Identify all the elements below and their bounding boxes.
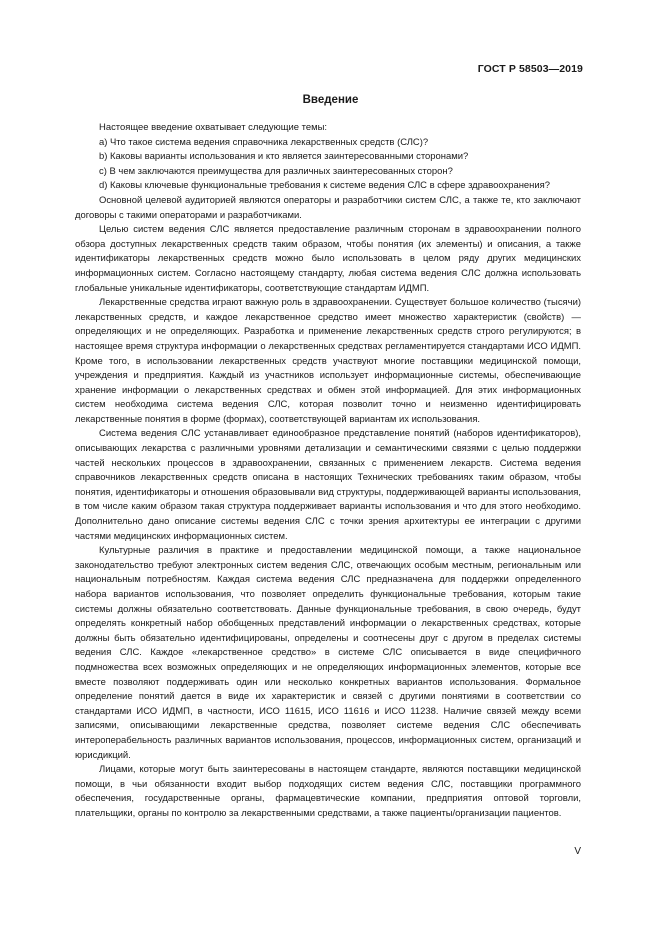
standard-code: ГОСТ Р 58503—2019: [477, 63, 583, 75]
topic-item-c: c) В чем заключаются преимущества для различных заинтересованных сторон?: [99, 165, 453, 177]
topic-item-a: a) Что такое система ведения справочника лекарственных средств (СЛС)?: [99, 136, 429, 148]
body-paragraph: Лицами, которые могут быть заинтересованы в настоящем стандарте, являются поставщики медицинской помощи, в чьи обязанности входит выбор подходящих систем ведения СЛС, поставщики программного обеспечения, государственные органы, фармацевтические компании, предприятия оптовой торговли, плательщики, органы по контролю за лекарственными средствами, а также пациенты/организации пациентов.: [75, 764, 581, 819]
document-body: [75, 121, 581, 822]
page-number: V: [574, 846, 581, 857]
body-paragraph: Культурные различия в практике и предоставлении медицинской помощи, а также национальное законодательство требуют электронных систем ведения СЛС, отвечающих особым местным, региональным или национальным потребностям. Каждая система ведения СЛС предназначена для поддержки определенного набора вариантов использования, что позволяет определить функциональные требования, которым такие системы должны обязательно соответствовать. Данные функциональные требования, в свою очередь, будут определять конкретный набор обобщенных представлений информации о лекарственных средствах, которые должны быть обязательно идентифицированы, определены и соотнесены друг с другом в пределах системы ведения СЛС. Каждое «лекарственное средство» в системе СЛС описывается в виде специфичного подмножества всех возможных определяющих и не определяющих информационных элементов, которые все вместе позволяют поддерживать один или несколько конкретных вариантов использования. Формальное определение понятий дается в виде их характеристик и связей с другими понятиями в соответствии со стандартами ИСО ИДМП, в частности, ИСО 11615, ИСО 11616 и ИСО 11238. Наличие связей между всеми записями, описывающими лекарственные средства, позволяет системе ведения СЛС обеспечивать интероперабельность различных вариантов использования, процессов, информационных систем, организаций и юрисдикций.: [75, 545, 581, 761]
body-paragraph: Целью систем ведения СЛС является предоставление различным сторонам в здравоохранении полного обзора доступных лекарственных средств таким образом, чтобы понятия (их элементы) и описания, а также идентификаторы лекарственных средств можно было использовать в целом ряду других медицинских информационных систем. Согласно настоящему стандарту, любая система ведения СЛС должна использовать глобальные уникальные идентификаторы, соответствующие стандартам ИДМП.: [75, 224, 581, 294]
topic-item-b: b) Каковы варианты использования и кто является заинтересованными сторонами?: [99, 151, 469, 163]
body-paragraph: Основной целевой аудиторией являются операторы и разработчики систем СЛС, а также те, кто заключают договоры с такими операторами и разработчиками.: [75, 194, 581, 221]
body-paragraph: Лекарственные средства играют важную роль в здравоохранении. Существует большое количество (тысячи) лекарственных средств, и каждое лекарственное средство имеет множество характеристик (свойств) — определяющих и не определяющих. Разработка и применение лекарственных средств строго регулируются; в настоящее время структура информации о лекарственных средствах регламентируется стандартами ИСО ИДМП. Кроме того, в использовании лекарственных средств участвуют многие поставщики медицинской помощи, учреждения и предприятия. Каждый из участников использует информационные системы, обеспечивающие хранение информации о лекарственных средствах и обмен этой информацией. Для этих информационных систем необходима система ведения СЛС, которая позволит точно и неизменно идентифицировать лекарственные понятия в форме (формах), соответствующей вариантам их использования.: [75, 297, 581, 425]
body-paragraph: Система ведения СЛС устанавливает единообразное представление понятий (наборов идентификаторов), описывающих лекарства с различными уровнями детализации и семантическими связями с целью поддержки частей нескольких процессов в здравоохранении, связанных с применением лекарств. Система ведения справочников лекарственных средств описана в настоящих Технических требованиях таким образом, чтобы понятия, идентификаторы и отношения образовывали вид структуры, поддерживающей варианты использования, в том числе каким образом такая структура поддерживает варианты использования и что для этого необходимо. Дополнительно дано описание системы ведения СЛС с точки зрения архитектуры ее интеграции с другими частями медицинских информационных систем.: [75, 428, 581, 542]
section-title: Введение: [302, 94, 359, 106]
topic-item-d: d) Каковы ключевые функциональные требования к системе ведения СЛС в сфере здравоохранения?: [99, 180, 551, 192]
intro-paragraph: Настоящее введение охватывает следующие темы:: [99, 122, 327, 133]
